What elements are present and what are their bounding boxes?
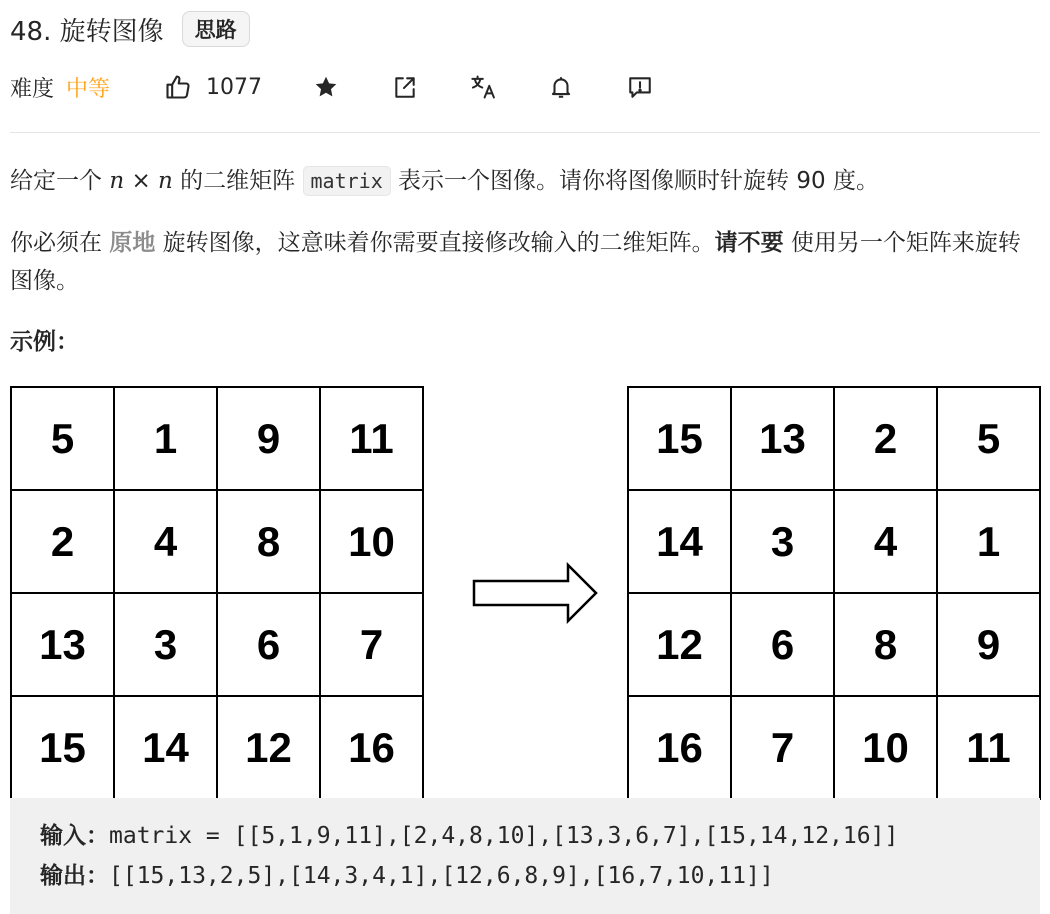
input-cell: 9 — [218, 388, 321, 491]
problem-title: 48. 旋转图像 — [10, 16, 164, 47]
math-var-n: n — [158, 168, 173, 194]
input-cell: 7 — [321, 594, 424, 697]
input-cell: 1 — [115, 388, 218, 491]
output-cell: 11 — [938, 697, 1041, 800]
output-cell: 9 — [938, 594, 1041, 697]
input-cell: 14 — [115, 697, 218, 800]
output-cell: 14 — [629, 491, 732, 594]
input-cell: 4 — [115, 491, 218, 594]
output-cell: 12 — [629, 594, 732, 697]
example-output-line — [40, 856, 1010, 896]
input-cell: 13 — [12, 594, 115, 697]
output-cell: 2 — [835, 388, 938, 491]
in-place-link[interactable]: 原地 — [109, 230, 156, 256]
bell-icon[interactable] — [545, 71, 577, 103]
math-var-n: n — [109, 168, 125, 194]
input-cell: 3 — [115, 594, 218, 697]
share-icon[interactable] — [389, 71, 421, 103]
feedback-icon[interactable] — [624, 71, 656, 103]
output-cell: 3 — [732, 491, 835, 594]
input-matrix-image — [10, 386, 424, 800]
hint-tag-button[interactable]: 思路 — [182, 11, 250, 47]
input-cell: 11 — [321, 388, 424, 491]
arrow-right-icon — [472, 562, 600, 624]
output-label: 输出： — [40, 863, 109, 889]
star-icon[interactable] — [310, 71, 342, 103]
output-cell: 7 — [732, 697, 835, 800]
description-paragraph-1: 给定一个 n × n 的二维矩阵 matrix 表示一个图像。请你将图像顺时针旋转 90 度。 — [10, 168, 879, 194]
input-label: 输入： — [40, 823, 109, 849]
example-code-block — [10, 798, 1040, 914]
emphasis-text: 请不要 — [714, 230, 784, 256]
example-heading: 示例： — [10, 329, 79, 355]
output-cell: 15 — [629, 388, 732, 491]
input-cell: 12 — [218, 697, 321, 800]
input-cell: 5 — [12, 388, 115, 491]
translate-icon[interactable] — [468, 71, 500, 103]
output-cell: 6 — [732, 594, 835, 697]
input-cell: 2 — [12, 491, 115, 594]
input-cell: 8 — [218, 491, 321, 594]
input-cell: 16 — [321, 697, 424, 800]
problem-header — [10, 8, 250, 50]
output-matrix-image — [627, 386, 1041, 800]
inline-code-matrix: matrix — [303, 166, 391, 196]
header-divider — [10, 132, 1040, 133]
output-cell: 5 — [938, 388, 1041, 491]
difficulty-badge: 中等 — [66, 76, 111, 102]
output-cell: 10 — [835, 697, 938, 800]
like-button[interactable] — [162, 71, 262, 103]
output-cell: 1 — [938, 491, 1041, 594]
problem-meta-bar — [10, 66, 656, 108]
output-cell: 16 — [629, 697, 732, 800]
output-cell: 4 — [835, 491, 938, 594]
output-cell: 8 — [835, 594, 938, 697]
input-cell: 6 — [218, 594, 321, 697]
like-count: 1077 — [206, 74, 263, 100]
input-cell: 15 — [12, 697, 115, 800]
example-input-line — [40, 816, 1010, 856]
difficulty-label: 难度 — [10, 76, 55, 102]
input-cell: 10 — [321, 491, 424, 594]
input-value: matrix = [[5,1,9,11],[2,4,8,10],[13,3,6,7],[15,14,12,16]] — [109, 823, 899, 849]
description-paragraph-2: 你必须在 原地 旋转图像，这意味着你需要直接修改输入的二维矩阵。请不要 使用另一个矩阵来旋转图像。 — [10, 230, 1021, 294]
like-icon — [162, 71, 194, 103]
output-value: [[15,13,2,5],[14,3,4,1],[12,6,8,9],[16,7,10,11]] — [109, 863, 774, 889]
output-cell: 13 — [732, 388, 835, 491]
